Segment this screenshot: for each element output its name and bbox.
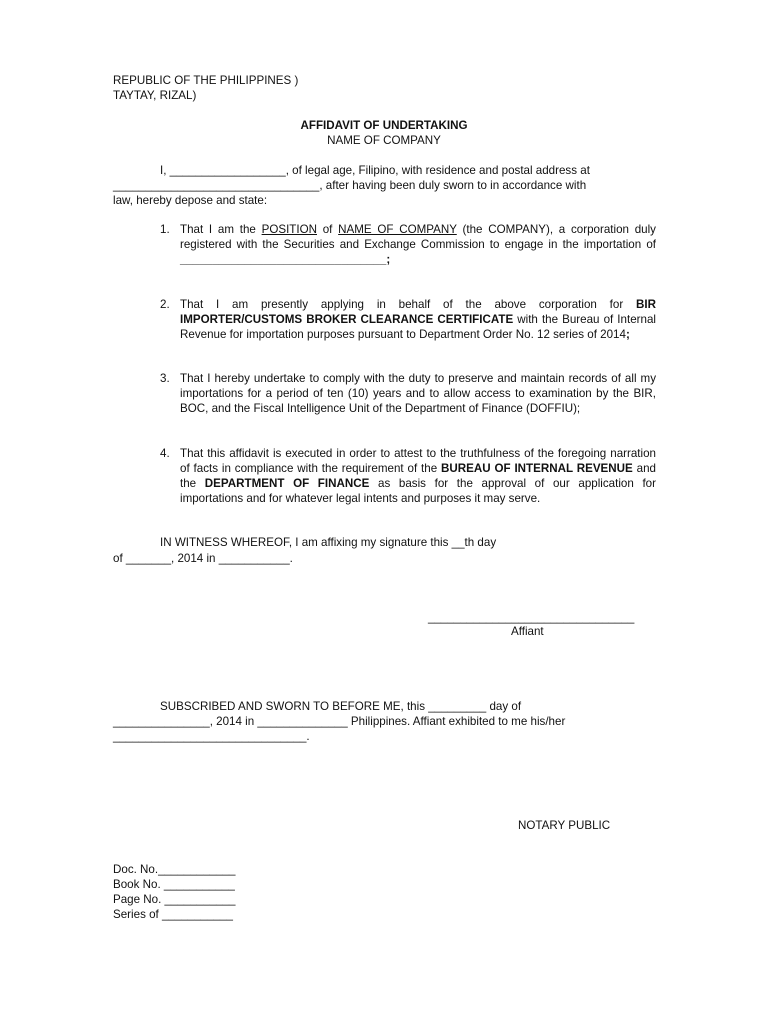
item-text-part: (the COMPANY), a corporation duly registered with the Securities and Exchange Commission to engage in the importation of — [180, 223, 656, 251]
department-name: DEPARTMENT OF FINANCE — [204, 477, 370, 490]
item-text — [180, 222, 656, 267]
item-number: 2. — [160, 298, 170, 311]
company-placeholder: NAME OF COMPANY — [338, 223, 457, 236]
list-item — [160, 222, 656, 267]
item-number: 4. — [160, 447, 170, 460]
list-item — [160, 371, 656, 416]
item-text-part: with the Bureau of Internal Revenue for importation purposes pursuant to Department Order No. 12 series of 2014 — [180, 313, 656, 341]
document-subtitle: NAME OF COMPANY — [327, 134, 441, 147]
page-number: Page No. ___________ — [113, 893, 236, 906]
header-republic: REPUBLIC OF THE PHILIPPINES ) — [113, 74, 299, 87]
item-text: That I hereby undertake to comply with the duty to preserve and maintain records of all my importations for a period of ten (10) years and to allow access to examination by the BIR, BOC, and the Fiscal Intelligence Unit of the Department of Finance (DOFFIU); — [180, 372, 656, 415]
list-item — [160, 446, 656, 506]
item-text-part: and the — [180, 462, 656, 490]
document-title: AFFIDAVIT OF UNDERTAKING — [300, 119, 468, 132]
header-location: TAYTAY, RIZAL) — [113, 89, 197, 102]
intro-line-2: ________________________________, after having been duly sworn to in accordance with — [113, 179, 587, 192]
list-item — [160, 297, 656, 342]
importation-blank: ________________________________ — [180, 253, 387, 266]
witness-line-1: IN WITNESS WHEREOF, I am affixing my signature this __th day — [160, 536, 497, 549]
intro-line-1: I, __________________, of legal age, Filipino, with residence and postal address at — [160, 164, 590, 177]
witness-line-2: of _______, 2014 in ___________. — [113, 552, 293, 565]
item-number: 3. — [160, 372, 170, 385]
item-text-part: That this affidavit is executed in order to attest to the truthfulness of the foregoing narration of facts in compliance with the requirement of the — [180, 447, 656, 475]
item-number: 1. — [160, 223, 170, 236]
item-text-part: ; — [386, 253, 391, 266]
notary-public-label: NOTARY PUBLIC — [518, 819, 611, 832]
intro-line-3: law, hereby depose and state: — [113, 194, 268, 207]
subscribed-line-3: ______________________________. — [113, 730, 310, 743]
affiant-label: Affiant — [511, 625, 544, 638]
position-placeholder: POSITION — [261, 223, 317, 236]
bureau-name: BUREAU OF INTERNAL REVENUE — [441, 462, 633, 475]
book-number: Book No. ___________ — [113, 878, 235, 891]
item-text-part: ; — [625, 328, 630, 341]
item-text-part: as basis for the approval of our application for importations and for whatever legal intents and purposes it may serve. — [180, 477, 656, 505]
item-text-part: That I am presently applying in behalf of the above corporation for — [180, 298, 637, 311]
subscribed-line-1: SUBSCRIBED AND SWORN TO BEFORE ME, this _________ day of — [160, 700, 522, 713]
item-text-part: That I am the — [180, 223, 262, 236]
item-text — [180, 446, 656, 506]
item-text — [180, 297, 656, 342]
affiant-signature-line: ________________________________ — [428, 611, 635, 624]
subscribed-line-2: _______________, 2014 in ______________ Philippines. Affiant exhibited to me his/her — [113, 715, 566, 728]
item-text-part: of — [317, 223, 339, 236]
doc-number: Doc. No.____________ — [113, 863, 236, 876]
certificate-name: BIR IMPORTER/CUSTOMS BROKER CLEARANCE CERTIFICATE — [180, 298, 656, 326]
series-of: Series of ___________ — [113, 908, 233, 921]
